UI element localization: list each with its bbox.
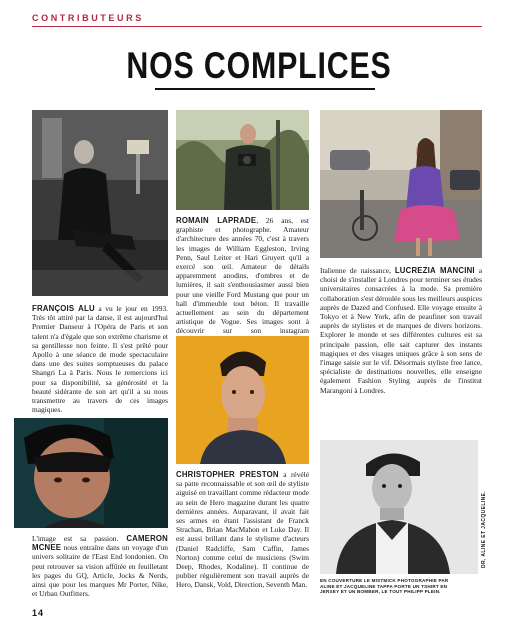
photo-christopher-preston	[176, 336, 309, 464]
page-number: 14	[32, 608, 45, 618]
name-lucrezia-mancini: LUCREZIA MANCINI	[394, 266, 475, 275]
bio-christopher-preston: CHRISTOPHER PRESTON a révélé sa patte reconnaissable et son œil de styliste aiguisé en travaillant comme rédacteur mode au sein de Hero magazine durant les quatre dernières années. Auparavant, il avait fait ses armes en étant l'assistant de Franck Strachan, Brian MacMahon et Luke Day. Il est aussi brillant dans le stylisme d'acteurs (Daniel Radcliffe, Sam Caffin, James Norton) comme celui de musiciens (Swim Deep, Rhodes, Kodaline). Il continue de publier régulièrement son travail auprès de Hero, Dansk, Vold, Direction, Seventh Man.	[176, 470, 310, 590]
cover-caption: EN COUVERTURE LE MISTMICK PHOTOGRAPHIE PAR ALINE ET JACQUELINE TAPPA PORTE UN TSHIRT EN JERSEY ET UN BOMBER, LE TOUT PHILIPP PLEIN.	[320, 578, 449, 595]
section-label: CONTRIBUTEURS	[32, 13, 144, 23]
name-christopher-preston: CHRISTOPHER PRESTON	[176, 470, 279, 479]
photo-romain-laprade	[176, 110, 309, 210]
bio-cameron-mcnee: L'image est sa passion. CAMERON MCNEE nous entraîne dans un voyage d'un univers solitaire de l'East End londonien. On peut retrouver sa vision affûtée en feuilletant les pages du GQ, Article, Jocks & Nerds, ainsi que pour les marques Mr Porter, Nike, et Urban Outfitters.	[32, 534, 168, 599]
bio-lucrezia-mancini: Italienne de naissance, LUCREZIA MANCINI a choisi de s'installer à Londres pour terminer ses études universitaires consacrées à la mode. Sa première collaboration s'est déroulée sous les meilleurs auspices auprès de Dazed and Confused. Elle voyage ensuite à Tokyo et à New York, afin de peaufiner son travail auprès de stylistes et de marques de divers horizons. Explorer le monde et ses différentes cultures est sa principale passion, elle sait capturer des instants magiques et des visages uniques grâce à son sens de l'image saisie sur le vif. Désormais styliste free lance, spécialiste de destinations nouvelles, elle enseigne également Fashion Styling auprès de l'institut Marangoni à Londres.	[320, 266, 482, 395]
name-cameron-mcnee: CAMERON MCNEE	[32, 534, 168, 553]
name-francois-alu: FRANÇOIS ALU	[32, 304, 95, 313]
photo-lucrezia-mancini	[320, 110, 482, 258]
header-rule	[32, 26, 482, 27]
bio-romain-laprade: ROMAIN LAPRADE, 26 ans, est graphiste et photographe. Amateur d'architecture des années 70, c'est à travers les images de William Eggleston, Irving Penn, Saul Leiter et Hari Gruyert qu'il a exercé son œil. Amateur de détails apparemment anodins, d'ombres et de lumières, il sait s'enthousiasmer aussi bien pour une vieille Ford Mustang que pour un hall d'immeuble tout béton. Il travaille actuellement au sein du département artistique de Vogue. Ses images sont à découvrir sur son instagram	[176, 216, 309, 336]
name-romain-laprade: ROMAIN LAPRADE	[176, 216, 257, 225]
title-underline	[155, 88, 375, 90]
photo-francois-alu	[32, 110, 168, 296]
photo-cover-mistmick	[320, 440, 478, 574]
bio-francois-alu: FRANÇOIS ALU a vu le jour en 1993. Très tôt attiré par la danse, il est aujourd'hui Premier Danseur à l'Opéra de Paris et son talent n'a d'égale que son extrême charisme et sa gentillesse non feinte. Il s'est prêté pour Apollo à une séance de mode spectaculaire dans une des suites somptueuses du palace Shangri La à Paris. Nous le remercions ici pour sa disponibilité, sa générosité et la beauté sidérante de son art qu'il a su nous transmettre au travers de ces images magiques.	[32, 304, 168, 415]
photo-credit-vertical: DR, ALINE ET JACQUELINE.	[481, 490, 487, 568]
page-title: NOS COMPLICES	[126, 45, 392, 86]
photo-cameron-mcnee	[14, 418, 168, 528]
